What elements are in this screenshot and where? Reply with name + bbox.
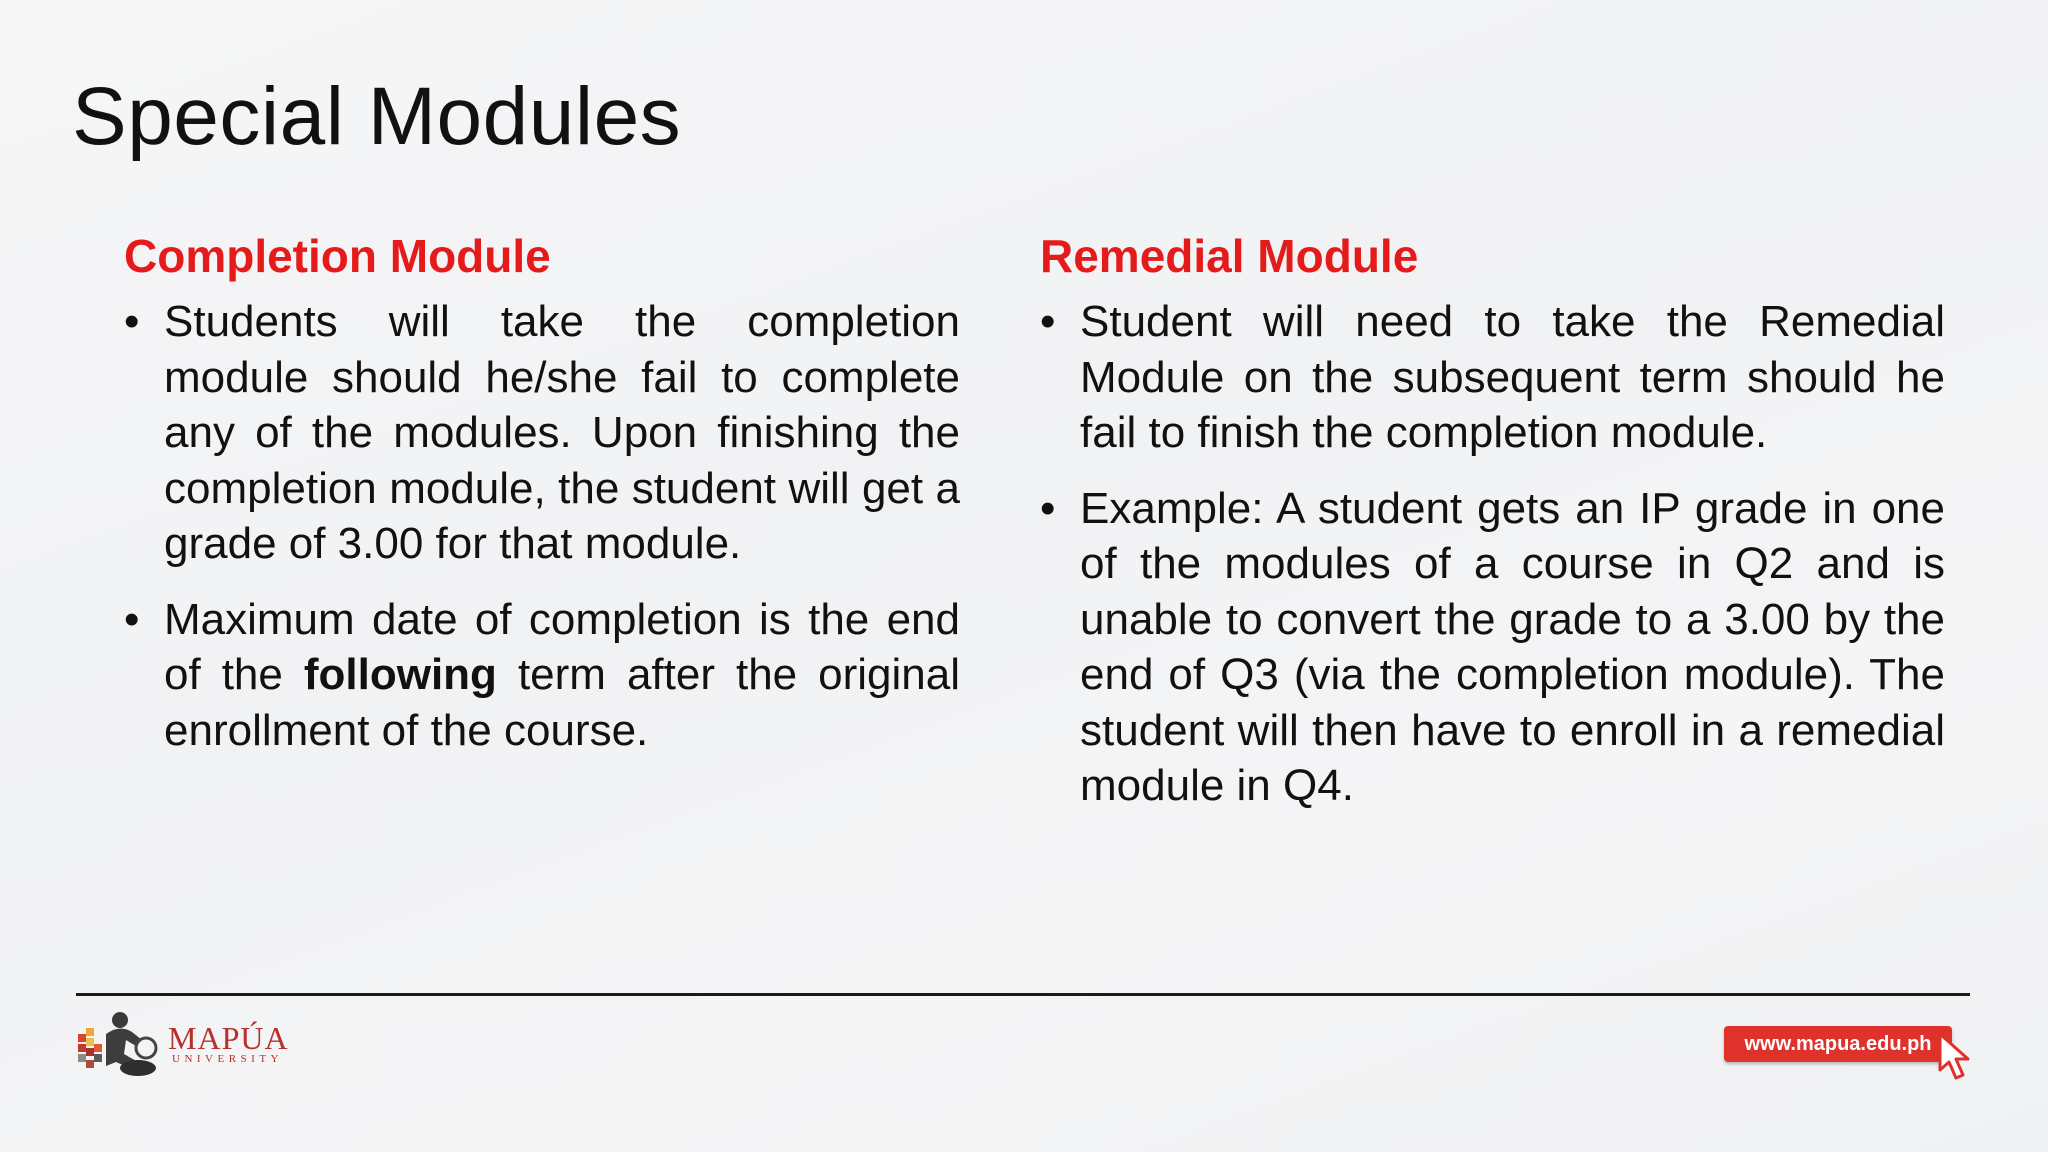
remedial-module-column xyxy=(1040,226,1945,834)
bullet-text-bold: following xyxy=(303,650,497,699)
bullet-icon: • xyxy=(1040,297,1056,346)
logo-name: MAPÚA xyxy=(168,1020,289,1056)
bullet-icon: • xyxy=(124,297,140,346)
bullet-icon: • xyxy=(1040,483,1056,533)
list-item xyxy=(124,294,960,572)
bullet-icon: • xyxy=(124,594,140,644)
list-item xyxy=(1040,294,1945,461)
pointer-cursor-icon xyxy=(1936,1030,1980,1084)
remedial-module-heading: Remedial Module xyxy=(1040,230,1419,282)
slide-title: Special Modules xyxy=(72,71,682,162)
completion-module-column xyxy=(124,226,960,778)
mascot-icon xyxy=(76,1004,168,1082)
list-item xyxy=(1040,481,1945,814)
logo-subtitle: UNIVERSITY xyxy=(172,1053,283,1065)
website-link[interactable]: www.mapua.edu.ph xyxy=(1724,1026,1952,1062)
bullet-text: Student will need to take the Remedial Module on the subsequent term should he fail to finish the completion module. xyxy=(1080,297,1945,457)
bullet-text-part: term after the original enrollment of the course. xyxy=(164,650,961,755)
list-item xyxy=(124,592,960,759)
bullet-text: Students will take the completion module should he/she fail to complete any of the modules. Upon finishing the completion module, the student will get a grade of 3.00 for that module. xyxy=(164,297,960,568)
bullet-text: Example: A student gets an IP grade in one of the modules of a course in Q2 and is unable to convert the grade to a 3.00 by the end of Q3 (via the completion module). The student will then have to enroll in a remedial module in Q4. xyxy=(1080,483,1945,810)
remedial-module-list xyxy=(1040,294,1945,814)
bullet-text-part: Maximum date of completion is the end of the xyxy=(164,594,960,699)
mapua-university-logo xyxy=(76,1004,296,1082)
footer-divider xyxy=(76,993,1970,996)
completion-module-list xyxy=(124,294,960,758)
completion-module-heading: Completion Module xyxy=(124,230,551,282)
